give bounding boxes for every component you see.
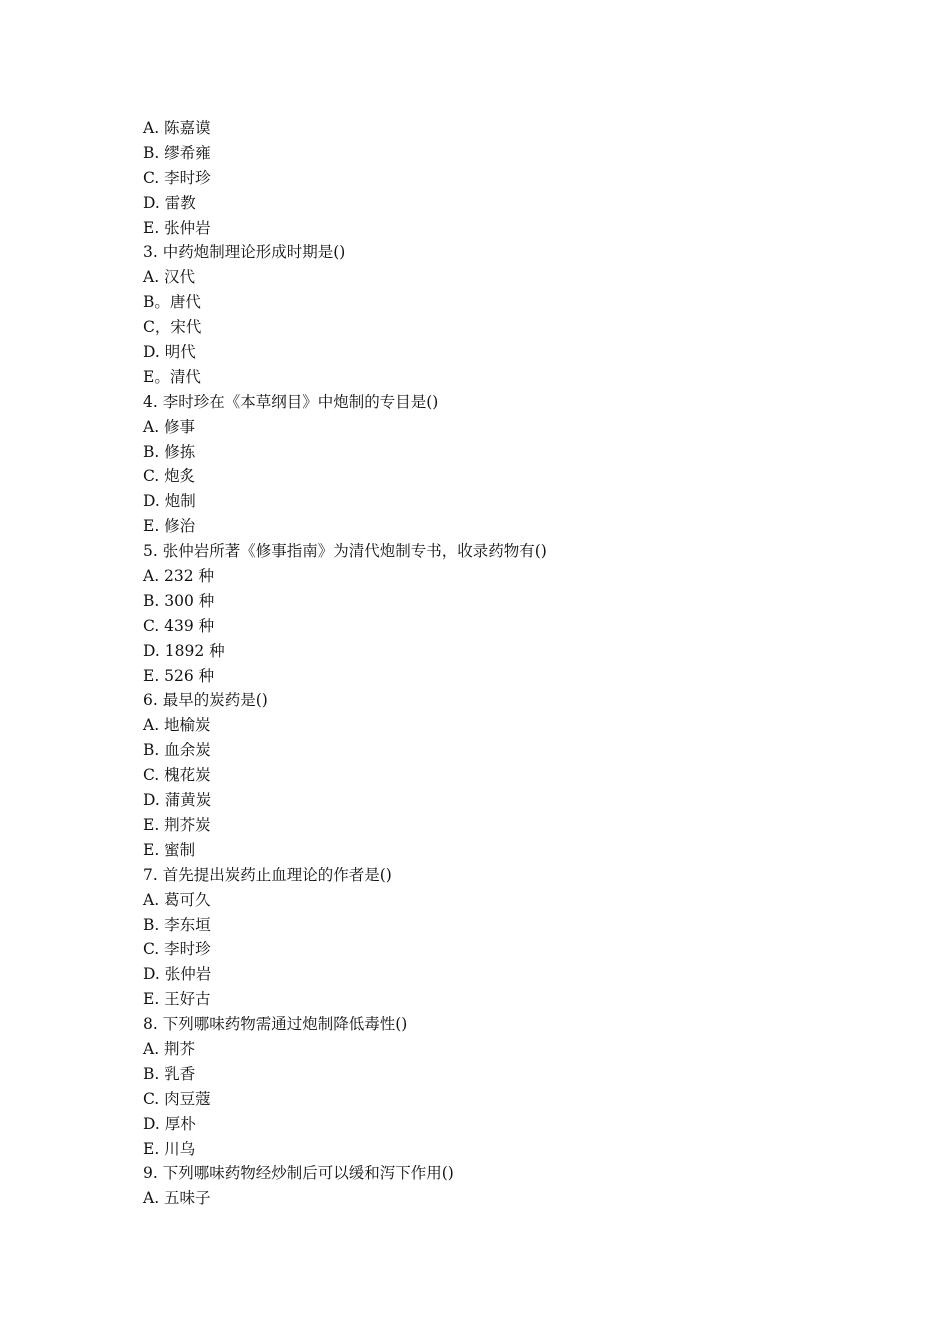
option-line: C. 肉豆蔻 [143, 1089, 211, 1108]
option-line: C. 李时珍 [143, 940, 211, 959]
option-line: C. 炮炙 [143, 467, 196, 486]
question-stem: 5. 张仲岩所著《修事指南》为清代炮制专书，收录药物有() [143, 542, 547, 561]
option-line: B. 300 种 [143, 591, 215, 610]
option-line: A. 陈嘉谟 [143, 119, 211, 137]
option-line: C. 439 种 [143, 616, 215, 635]
option-line: D. 厚朴 [143, 1114, 196, 1133]
option-line: E. 修治 [143, 517, 196, 536]
option-line: D. 1892 种 [143, 641, 225, 660]
option-line: C，宋代 [143, 318, 202, 337]
option-line: A. 五味子 [143, 1189, 211, 1208]
option-line: D. 雷教 [143, 193, 196, 212]
option-line: A. 232 种 [143, 567, 215, 586]
option-line: C. 槐花炭 [143, 766, 211, 785]
option-line: E. 526 种 [143, 666, 215, 685]
question-stem: 6. 最早的炭药是() [143, 691, 268, 710]
option-line: D. 炮制 [143, 492, 196, 511]
option-line: E。清代 [143, 367, 201, 386]
option-line: E. 蜜制 [143, 840, 196, 859]
question-stem: 7. 首先提出炭药止血理论的作者是() [143, 865, 392, 884]
option-line: B. 李东垣 [143, 915, 211, 934]
option-line: E. 荆芥炭 [143, 815, 211, 834]
question-stem: 9. 下列哪味药物经炒制后可以缓和泻下作用() [143, 1164, 454, 1183]
option-line: A. 地榆炭 [143, 716, 211, 735]
option-line: A. 荆芥 [143, 1039, 196, 1058]
option-line: B. 修拣 [143, 442, 196, 461]
option-line: B. 血余炭 [143, 741, 211, 760]
option-line: C. 李时珍 [143, 168, 211, 187]
question-stem: 4. 李时珍在《本草纲目》中炮制的专目是() [143, 392, 439, 411]
option-line: B. 缪希雍 [143, 143, 211, 162]
option-line: D. 蒲黄炭 [143, 791, 212, 810]
question-stem: 8. 下列哪味药物需通过炮制降低毒性() [143, 1015, 408, 1034]
option-line: A. 汉代 [143, 268, 196, 287]
option-line: D. 张仲岩 [143, 965, 212, 984]
option-line: A. 修事 [143, 417, 196, 436]
option-line: E. 王好古 [143, 990, 211, 1009]
option-line: D. 明代 [143, 343, 196, 362]
question-list [143, 116, 843, 1211]
option-line: E. 川乌 [143, 1139, 196, 1158]
option-line: B。唐代 [143, 293, 201, 312]
option-line: A. 葛可久 [143, 890, 211, 909]
question-stem: 3. 中药炮制理论形成时期是() [143, 243, 346, 262]
option-line: E. 张仲岩 [143, 218, 211, 237]
option-line: B. 乳香 [143, 1064, 196, 1083]
